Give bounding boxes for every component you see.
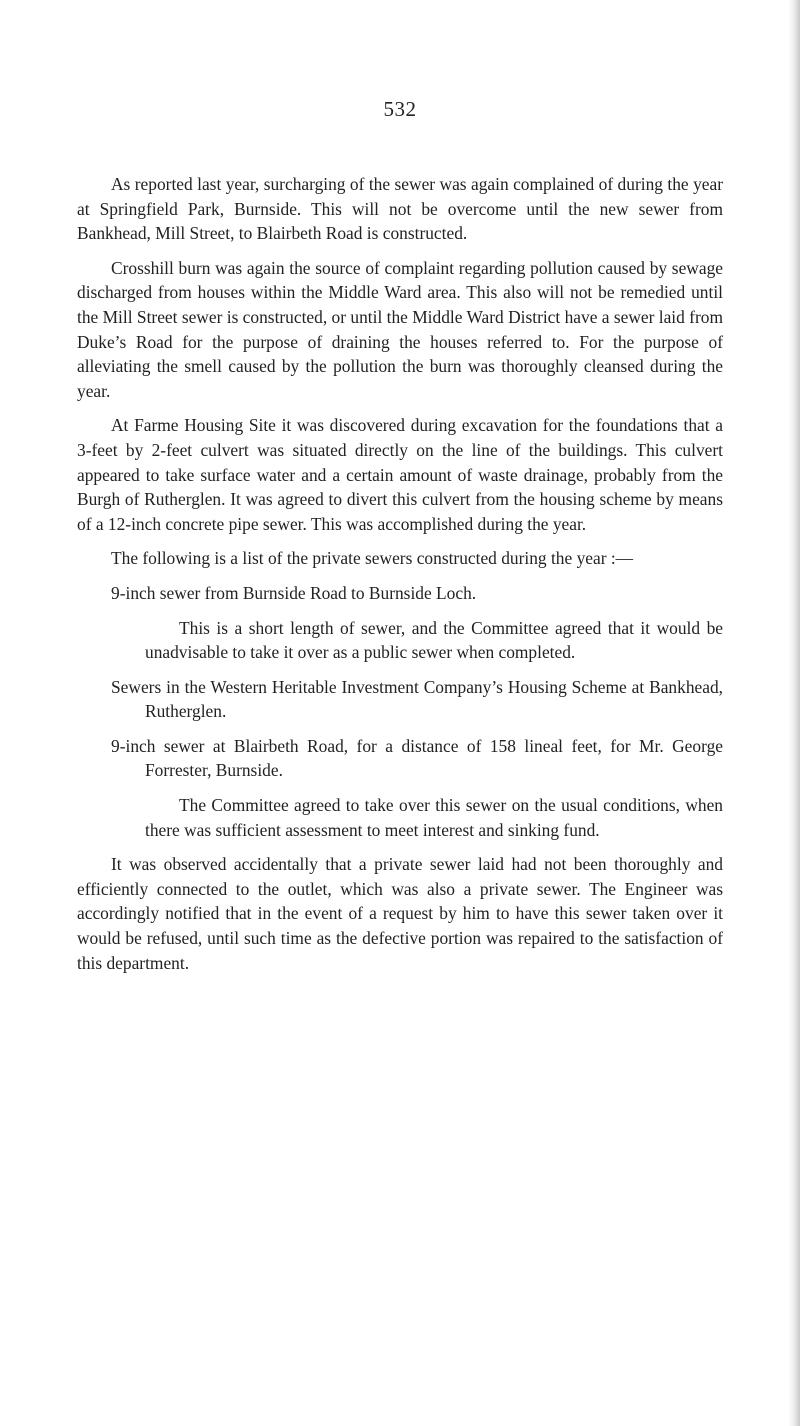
list-item: Sewers in the Western Heritable Investment Company’s Housing Scheme at Bankhead, Rutherglen. — [111, 676, 723, 722]
list-item: 9-inch sewer from Burnside Road to Burnside Loch. — [111, 582, 477, 603]
list-item-note: This is a short length of sewer, and the Committee agreed that it would be unadvisable to take it over as a public sewer when completed. — [145, 617, 723, 663]
paragraph-farme-housing: At Farme Housing Site it was discovered during excavation for the foundations that a 3-feet by 2-feet culvert was situated directly on the line of the buildings. This culvert appeared to take surface water and a certain amount of waste drainage, probably from the Burgh of Rutherglen. It was agreed to divert this culvert from the housing scheme by means of a 12-inch concrete pipe sewer. This was accomplished during the year. — [77, 415, 723, 534]
paragraph-closing: It was observed accidentally that a private sewer laid had not been thoroughly and efficiently connected to the outlet, which was also a private sewer. The Engineer was accordingly notified that in the event of a request by him to have this sewer taken over it would be refused, until such time as the defective portion was repaired to the satisfaction of this department. — [77, 854, 723, 973]
list-item-note: The Committee agreed to take over this sewer on the usual conditions, when there was sufficient assessment to meet interest and sinking fund. — [145, 795, 723, 840]
page-number: 532 — [383, 97, 417, 121]
document-body — [77, 172, 723, 985]
page-edge-shadow — [788, 0, 800, 1426]
private-sewers-list — [77, 581, 723, 842]
paragraph-surcharging: As reported last year, surcharging of the sewer was again complained of during the year at Springfield Park, Burnside. This will not be overcome until the new sewer from Bankhead, Mill Street, to Blairbeth Road is constructed. — [77, 174, 723, 244]
list-item: 9-inch sewer at Blairbeth Road, for a distance of 158 lineal feet, for Mr. George Forrester, Burnside. — [111, 735, 723, 781]
private-sewers-intro: The following is a list of the private sewers constructed during the year :— — [111, 548, 634, 569]
paragraph-crosshill-burn: Crosshill burn was again the source of complaint regarding pollution caused by sewage discharged from houses within the Middle Ward area. This also will not be remedied until the Mill Street sewer is constructed, or until the Middle Ward District have a sewer laid from Duke’s Road for the purpose of draining the houses referred to. For the purpose of alleviating the smell caused by the pollution the burn was thoroughly cleansed during the year. — [77, 257, 723, 401]
